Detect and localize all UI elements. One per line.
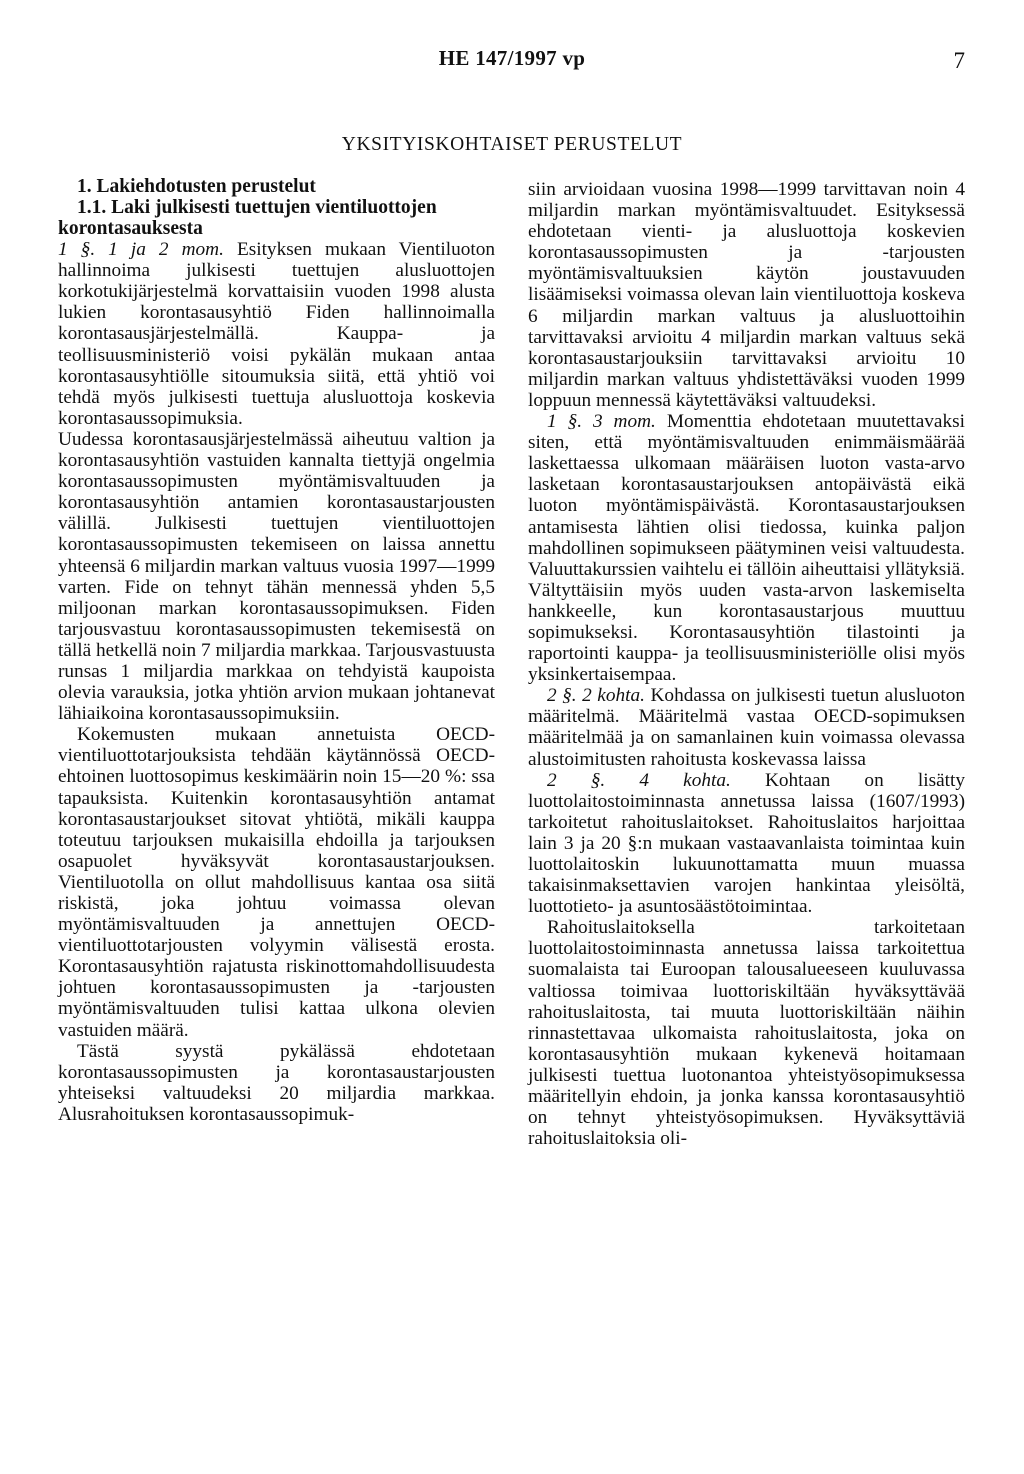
left-column xyxy=(58,176,495,1125)
paragraph xyxy=(528,685,965,769)
right-column xyxy=(528,179,965,1149)
chapter-heading: 1. Lakiehdotusten perustelut xyxy=(77,176,316,197)
page-number: 7 xyxy=(953,48,965,73)
document-id: HE 147/1997 vp xyxy=(438,46,586,70)
section-title: YKSITYISKOHTAISET PERUSTELUT xyxy=(341,134,683,155)
paragraph-text: Kohtaan on lisätty luottolaitostoiminnasta annetussa laissa (1607/1993) tarkoitetut rahoituslaitokset. Rahoituslaitos harjoittaa lain 3 ja 20 §:n mukaan vastaavanlaista toimintaa kuin luottolaitoskin lukuunottamatta muun muassa takaisinmaksettavien varojen hankintaa yleisöltä, luottotieto- ja asuntosäästötoimintaa. xyxy=(528,769,965,918)
paragraph xyxy=(528,411,965,685)
paragraph xyxy=(58,239,495,429)
paragraph: Kokemusten mukaan annetuista OECD-vientiluottotarjouksista tehdään käytännössä OECD-ehtoinen luottosopimus keskimäärin noin 15—20 %: ssa tapauksista. Kuitenkin korontasausyhtiön antamat korontasaustarjoukset sitovat yhtiötä, mikäli kauppa toteutuu tarjouksen mukaisilla ehdoilla ja tarjouksen osapuolet hyväksyvät korontasaustarjouksen. Vientiluotolla on ollut mahdollisuus kantaa osa siitä riskistä, joka johtuu voimassa olevan myöntämisvaltuuden ja annettujen OECD-vientiluottotarjousten volyymin välisestä erosta. Korontasausyhtiön rajatusta riskinottomahdollisuudesta johtuen korontasaussopimusten ja -tarjousten myöntämisvaltuuden tulisi kattaa ulkona olevien vastuiden määrä. xyxy=(58,724,495,1041)
section-reference: 1 §. 1 ja 2 mom. xyxy=(58,239,224,261)
paragraph-text: Momenttia ehdotetaan muutettavaksi siten, että myöntämisvaltuuden enimmäismäärää laskettaessa ulkomaan määräisen luoton vasta-arvo lasketaan korontasaustarjouksen antopäivästä eikä luoton myöntämispäivästä. Korontasaustarjouksen antamisesta lähtien olisi tiedossa, kuinka paljon mahdollinen sopimukseen päätyminen veisi valtuudesta. Valuuttakurssien vaihtelu ei tällöin aiheuttaisi yllätyksiä. Vältyttäisiin myös uuden vasta-arvon laskemiselta hankkeelle, kun korontasaustarjous muuttuu sopimukseksi. Korontasausyhtiön tilastointi ja raportointi kauppa- ja teollisuusministeriölle olisi myös yksinkertaisempaa. xyxy=(528,411,965,686)
paragraph xyxy=(528,770,965,918)
paragraph: Tästä syystä pykälässä ehdotetaan korontasaussopimusten ja korontasaustarjousten yhteiseksi valtuudeksi 20 miljardia markkaa. Alusrahoituksen korontasaussopimuk- xyxy=(58,1040,495,1125)
paragraph-text: Kohdassa on julkisesti tuetun alusluoton määritelmä. Määritelmä vastaa OECD-sopimuksen määritelmää ja on samanlainen kuin voimassa olevassa alustoimitusten rahoitusta koskevassa laissa xyxy=(528,685,965,770)
paragraph: Uudessa korontasausjärjestelmässä aiheutuu valtion ja korontasausyhtiön vastuiden kannalta tiettyjä ongelmia korontasaussopimusten myöntämisvaltuuden ja korontasausyhtiön antamien korontasaustarjousten välillä. Julkisesti tuettujen vientiluottojen korontasaussopimusten tekemiseen on laissa annettu yhteensä 6 miljardin markan valtuus vuosia 1997—1999 varten. Fide on tehnyt tähän mennessä yhden 5,5 miljoonan markan korontasaussopimuksen. Fiden tarjousvastuu korontasaussopimusten tekemisestä on tällä hetkellä noin 7 miljardia markkaa. Tarjousvastuusta runsas 1 miljardia markkaa on tehdyistä kaupoista olevia varauksia, jotka yhtiön arvion mukaan johtanevat lähiaikoina korontasaussopimuksiin. xyxy=(58,428,495,725)
section-reference: 2 §. 2 kohta. xyxy=(547,685,645,707)
section-reference: 2 §. 4 kohta. xyxy=(547,769,731,791)
paragraph: Rahoituslaitoksella tarkoitetaan luottolaitostoiminnasta annetussa laissa tarkoitettua suomalaista tai Euroopan talousalueeseen kuuluvassa valtiossa toimivaa luottoriskiltään hyväksyttävää rahoituslaitosta, tai muuta luottoriskiltään näihin rinnastettavaa ulkomaista rahoituslaitosta, joka on korontasausyhtiön mukaan kykenevä hoitamaan julkisesti tuettua luotonantoa yhteistyösopimuksessa määritellyin ehdoin, ja jonka kanssa korontasausyhtiö on tehnyt yhteistyösopimuksen. Hyväksyttäviä rahoituslaitoksia oli- xyxy=(528,917,965,1150)
subsection-heading: 1.1. Laki julkisesti tuettujen vientiluottojen korontasauksesta xyxy=(58,197,437,240)
paragraph-text: Esityksen mukaan Vientiluoton hallinnoima julkisesti tuettujen alusluottojen korkotukijärjestelmä korvattaisiin vuoden 1998 alusta lukien korontasausyhtiö Fiden hallinnoimalla korontasausjärjestelmällä. Kauppa- ja teollisuusministeriö voisi pykälän mukaan antaa korontasausyhtiölle sitoumuksia siitä, että yhtiö voi tehdä myös julkisesti tuettuja alusluottoja koskevia korontasaussopimuksia. xyxy=(58,239,495,429)
section-reference: 1 §. 3 mom. xyxy=(547,411,656,433)
paragraph: siin arvioidaan vuosina 1998—1999 tarvittavan noin 4 miljardin markan myöntämisvaltuudet. Esityksessä ehdotetaan vienti- ja alusluottoja koskevien korontasaussopimusten ja -tarjousten myöntämisvaltuuksien käytön joustavuuden lisäämiseksi voimassa olevan lain vientiluottoja koskeva 6 miljardin markan valtuus ja alusluottoihin tarvittavaksi arvioitu 4 miljardin markan valtuus sekä korontasaustarjouksiin tarvittavaksi arvioitu 10 miljardin markan valtuus yhdistettäväksi vuoden 1999 loppuun mennessä käytettäväksi valtuudeksi. xyxy=(528,179,965,411)
